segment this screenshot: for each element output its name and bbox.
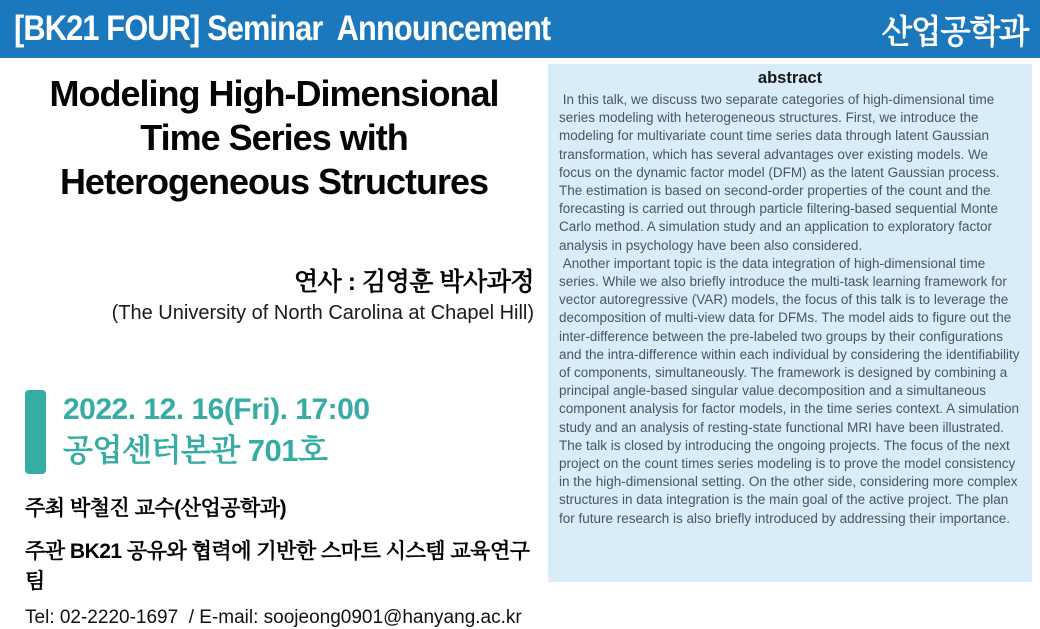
abstract-heading: abstract (757, 69, 823, 87)
speaker-affiliation: (The University of North Carolina at Chapel Hill) (111, 302, 534, 324)
event-block (25, 390, 370, 474)
seminar-title-line-3: Heterogeneous Structures (59, 161, 489, 202)
organizers-block (25, 492, 548, 629)
header-department: 산업공학과 (881, 12, 1028, 50)
event-location: 공업센터본관 701호 (63, 433, 328, 468)
accent-bar (25, 390, 46, 474)
left-column (0, 58, 548, 628)
header-bar (0, 0, 1040, 58)
abstract-panel (548, 64, 1032, 582)
seminar-title (0, 72, 548, 204)
host-line: 주최 박철진 교수(산업공학과) (25, 497, 287, 520)
speaker-name: 연사 : 김영훈 박사과정 (293, 268, 534, 296)
seminar-title-line-2: Time Series with (140, 117, 408, 158)
abstract-paragraph-2: Another important topic is the data integration of high-dimensional time series. While we also briefly introduce the multi-task learning framework for vector autoregressive (VAR) models, the focus of this talk is to leverage the decomposition of multi-view data for DFMs. The model aids to figure out the inter-difference between the pre-labeled two groups by their configurations and the intra-difference within each individual by considering the identifiability of components, simultaneously. The framework is designed by combining a principal angle-based singular value decomposition and a simultaneous component analysis for factor models, in the time series context. A simulation study and an analysis of resting-state functional MRI have been illustrated. The talk is closed by introducing the ongoing projects. The focus of the next project on the count times series modeling is to prove the model consistency in the high-dimensional setting. On the other side, considering more complex structures in data integration is the main goal of the active project. The plan for future research is also briefly introduced by addressing their importance. (559, 255, 1024, 526)
team-line: 주관 BK21 공유와 협력에 기반한 스마트 시스템 교육연구팀 (25, 540, 530, 593)
speaker-block (112, 262, 534, 325)
abstract-paragraph-1: In this talk, we discuss two separate categories of high-dimensional time series modeling with heterogeneous structures. First, we introduce the modeling for multivariate count time series data through latent Gaussian transformation, which has several advantages over existing models. We focus on the dynamic factor model (DFM) as the latent Gaussian process. The estimation is based on second-order properties of the count and the forecasting is carried out through particle filtering-based sequential Monte Carlo method. A simulation study and an application to exploratory factor analysis in psychology have been also considered. (559, 92, 1003, 253)
seminar-title-line-1: Modeling High-Dimensional (49, 73, 499, 114)
event-text (63, 390, 370, 474)
contact-line: Tel: 02-2220-1697 / E-mail: soojeong0901@hanyang.ac.kr (25, 607, 522, 628)
header-title: [BK21 FOUR] Seminar Announcement (14, 9, 551, 48)
event-datetime: 2022. 12. 16(Fri). 17:00 (63, 393, 370, 426)
